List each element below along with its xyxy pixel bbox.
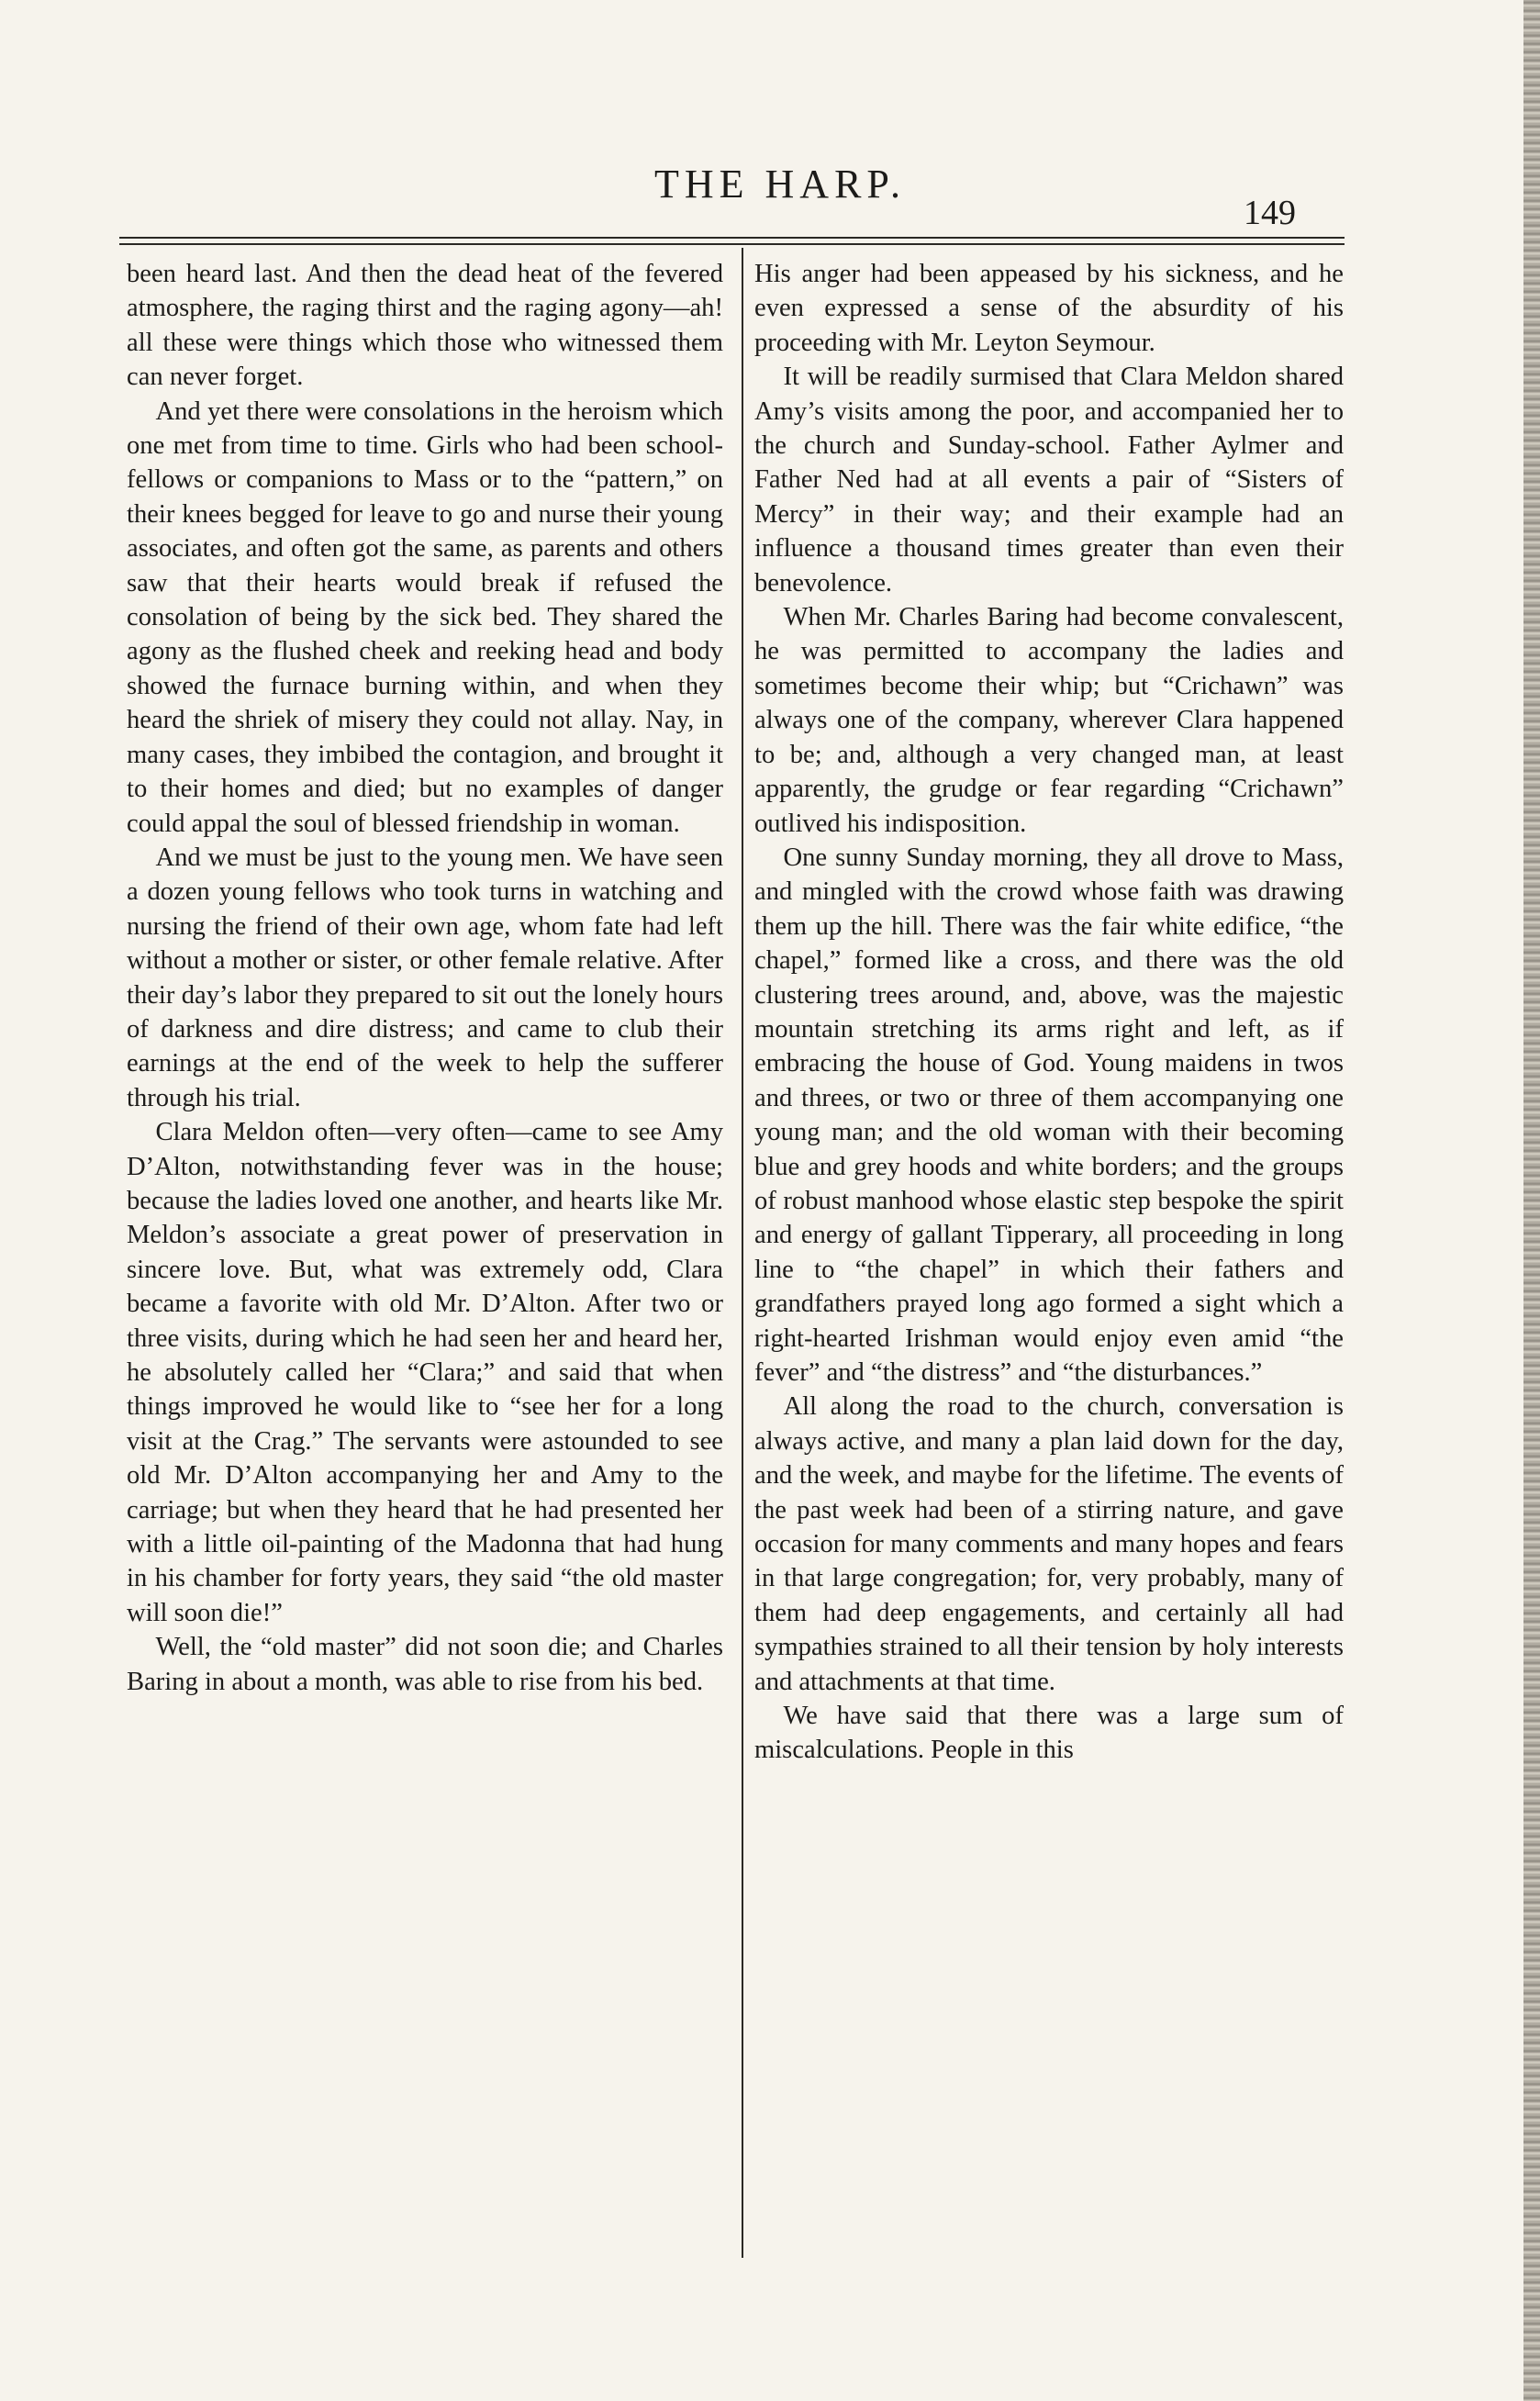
header-rule-bottom: [119, 243, 1345, 245]
paragraph: And yet there were consolations in the heroism which one met from time to time. Girls who had been school-fellows or companions to Mass or to the “pattern,” on their knees begged for leave to go and nurse their young associates, and often got the same, as parents and others saw that their hearts would break if refused the consolation of being by the sick bed. They shared the agony as the flushed cheek and reeking head and body showed the furnace burning within, and when they heard the shriek of misery they could not allay. Nay, in many cases, they imbibed the contagion, and brought it to their homes and died; but no examples of danger could appal the soul of blessed friendship in woman.: [127, 396, 723, 838]
left-column: [127, 257, 723, 2258]
paragraph: It will be readily surmised that Clara Meldon shared Amy’s visits among the poor, and accompanied her to the church and Sunday-school. Father Aylmer and Father Ned had at all events a pair of “Sisters of Mercy” in their way; and their example had an influence a thousand times greater than even their benevolence.: [754, 363, 1344, 597]
paragraph: We have said that there was a large sum of miscalculations. People in this: [754, 1702, 1344, 1765]
right-column: [754, 257, 1344, 2258]
paragraph: His anger had been appeased by his sickness, and he even expressed a sense of the absurdity of his proceeding with Mr. Leyton Seymour.: [754, 260, 1344, 357]
paragraph: been heard last. And then the dead heat of the fevered atmosphere, the raging thirst and the raging agony—ah! all these were things which those who witnessed them can never forget.: [127, 260, 723, 392]
paragraph: One sunny Sunday morning, they all drove to Mass, and mingled with the crowd whose faith was drawing them up the hill. There was the fair white edifice, “the chapel,” formed like a cross, and there was the old clustering trees around, and, above, was the majestic mountain stretching its arms right and left, as if embracing the house of God. Young maidens in twos and threes, or two or three of them accompanying one young man; and the old woman with their becoming blue and grey hoods and white borders; and the groups of robust manhood whose elastic step bespoke the spirit and energy of gallant Tipperary, all proceeding in long line to “the chapel” in which their fathers and grandfathers prayed long ago formed a sight which a right-hearted Irishman would enjoy even amid “the fever” and “the distress” and “the disturbances.”: [754, 843, 1344, 1387]
page-number: 149: [1244, 194, 1296, 232]
column-divider: [742, 248, 743, 2258]
paragraph: And we must be just to the young men. We have seen a dozen young fellows who took turns in watching and nursing the friend of their own age, whom fate had left without a mother or sister, or other female relative. After their day’s labor they prepared to sit out the lonely hours of darkness and dire distress; and came to club their earnings at the end of the week to help the sufferer through his trial.: [127, 843, 723, 1112]
running-title: THE HARP.: [653, 162, 907, 207]
header-rule-top: [119, 237, 1345, 239]
paragraph: All along the road to the church, conversation is always active, and many a plan laid down for the day, and the week, and maybe for the lifetime. The events of the past week had been of a stirring nature, and gave occasion for many comments and many hopes and fears in that large congregation; for, very probably, many of them had deep engagements, and certainly all had sympathies strained to all their tension by holy interests and attachments at that time.: [754, 1392, 1344, 1696]
page-binding-edge: [1523, 0, 1540, 2401]
paragraph: Clara Meldon often—very often—came to see Amy D’Alton, notwithstanding fever was in the house; because the ladies loved one another, and hearts like Mr. Meldon’s associate a great power of preservation in sincere love. But, what was extremely odd, Clara became a favorite with old Mr. D’Alton. After two or three visits, during which he had seen her and heard her, he absolutely called her “Clara;” and said that when things improved he would like to “see her for a long visit at the Crag.” The servants were astounded to see old Mr. D’Alton accompanying her and Amy to the carriage; but when they heard that he had presented her with a little oil-painting of the Madonna that had hung in his chamber for forty years, they said “the old master will soon die!”: [127, 1118, 723, 1627]
paragraph: Well, the “old master” did not soon die; and Charles Baring in about a month, was able to rise from his bed.: [127, 1633, 723, 1696]
paragraph: When Mr. Charles Baring had become convalescent, he was permitted to accompany the ladies and sometimes become their whip; but “Crichawn” was always one of the company, wherever Clara happened to be; and, although a very changed man, at least apparently, the grudge or fear regarding “Crichawn” outlived his indisposition.: [754, 603, 1344, 838]
